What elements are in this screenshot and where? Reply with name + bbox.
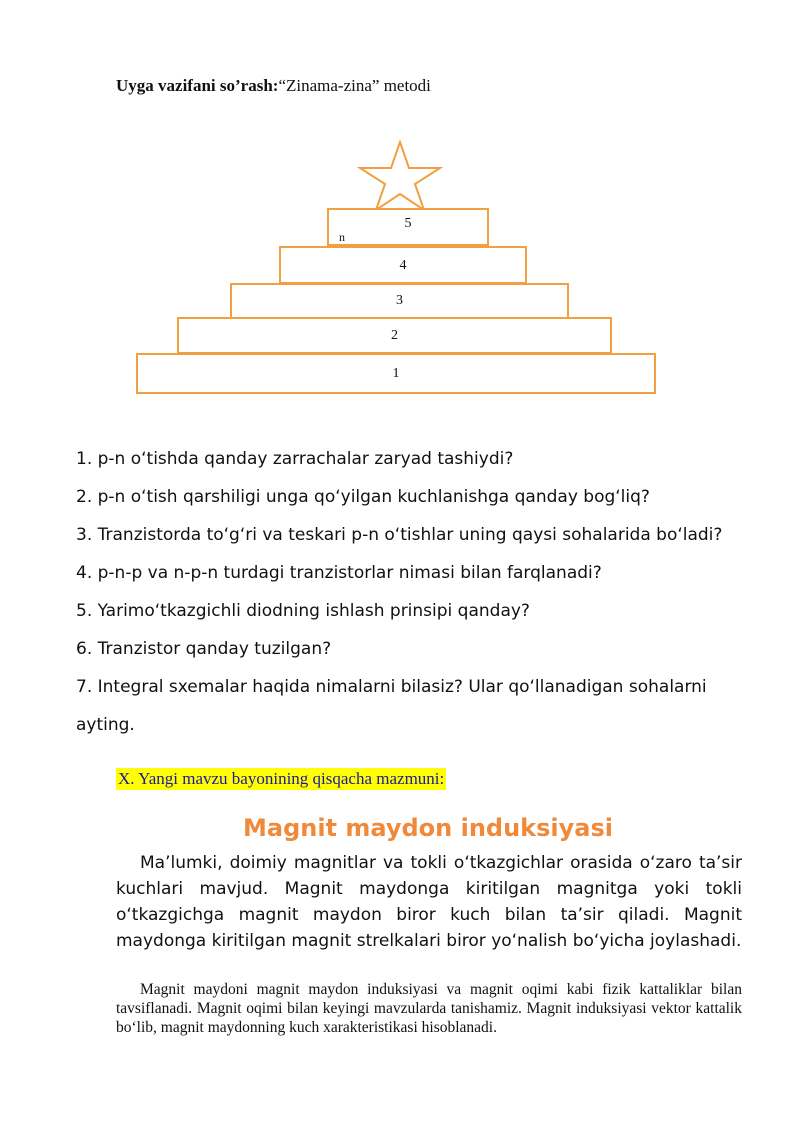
topic-title: Magnit maydon induksiyasi <box>242 814 614 842</box>
section-label: X. Yangi mavzu bayonining qisqacha mazmuni: <box>118 769 445 788</box>
star-icon <box>356 140 444 212</box>
question-item: 7. Integral sxemalar haqida nimalarni bilasiz? Ular qo‘llanadigan sohalarni <box>76 677 707 697</box>
question-list <box>76 440 766 744</box>
step-2-label: 2 <box>391 328 398 343</box>
question-item: 5. Yarimo‘tkazgichli diodning ishlash prinsipi qanday? <box>76 601 530 621</box>
step-2 <box>177 317 612 354</box>
question-item: ayting. <box>76 715 135 735</box>
step-4-label: 4 <box>399 258 407 273</box>
step-4 <box>279 246 527 284</box>
topic-paragraph-2: Magnit maydoni magnit maydon induksiyasi va magnit oqimi kabi fizik kattaliklar bilan tavsiflanadi. Magnit oqimi bilan keyingi mavzularda tanishamiz. Magnit induksiyasi vektor kattalik bo‘lib, magnit maydonning kuch xarakteristikasi hisoblanadi. <box>116 981 742 1036</box>
question-item: 6. Tranzistor qanday tuzilgan? <box>76 639 332 659</box>
step-3 <box>230 283 569 319</box>
step-5-label: 5 <box>404 216 412 231</box>
homework-label: Uyga vazifani so’rash: <box>116 76 279 95</box>
question-item: 2. p-n o‘tish qarshiligi unga qo‘yilgan kuchlanishga qanday bog‘liq? <box>76 487 650 507</box>
question-item: 1. p-n o‘tishda qanday zarrachalar zaryad tashiydi? <box>76 449 514 469</box>
method-name: “Zinama-zina” metodi <box>278 76 431 95</box>
homework-title <box>116 76 431 96</box>
step-5 <box>327 208 489 246</box>
step-1 <box>136 353 656 394</box>
step-1-label: 1 <box>392 366 400 381</box>
question-item: 3. Tranzistorda to‘g‘ri va teskari p-n o‘tishlar uning qaysi sohalarida bo‘ladi? <box>76 525 723 545</box>
stray-mark: n <box>339 230 345 244</box>
step-3-label: 3 <box>396 293 403 308</box>
question-item: 4. p-n-p va n-p-n turdagi tranzistorlar nimasi bilan farqlanadi? <box>76 563 602 583</box>
topic-paragraph-1: Ma’lumki, doimiy magnitlar va tokli o‘tkazgichlar orasida o‘zaro ta’sir kuchlari mavjud. Magnit maydonga kiritilgan magnitga yoki tokli o‘tkazgichga magnit maydon biror kuch bilan ta’sir qiladi. Magnit maydonga kiritilgan magnit strelkalari biror yo‘nalish bo‘yicha joylashadi. <box>116 853 742 951</box>
